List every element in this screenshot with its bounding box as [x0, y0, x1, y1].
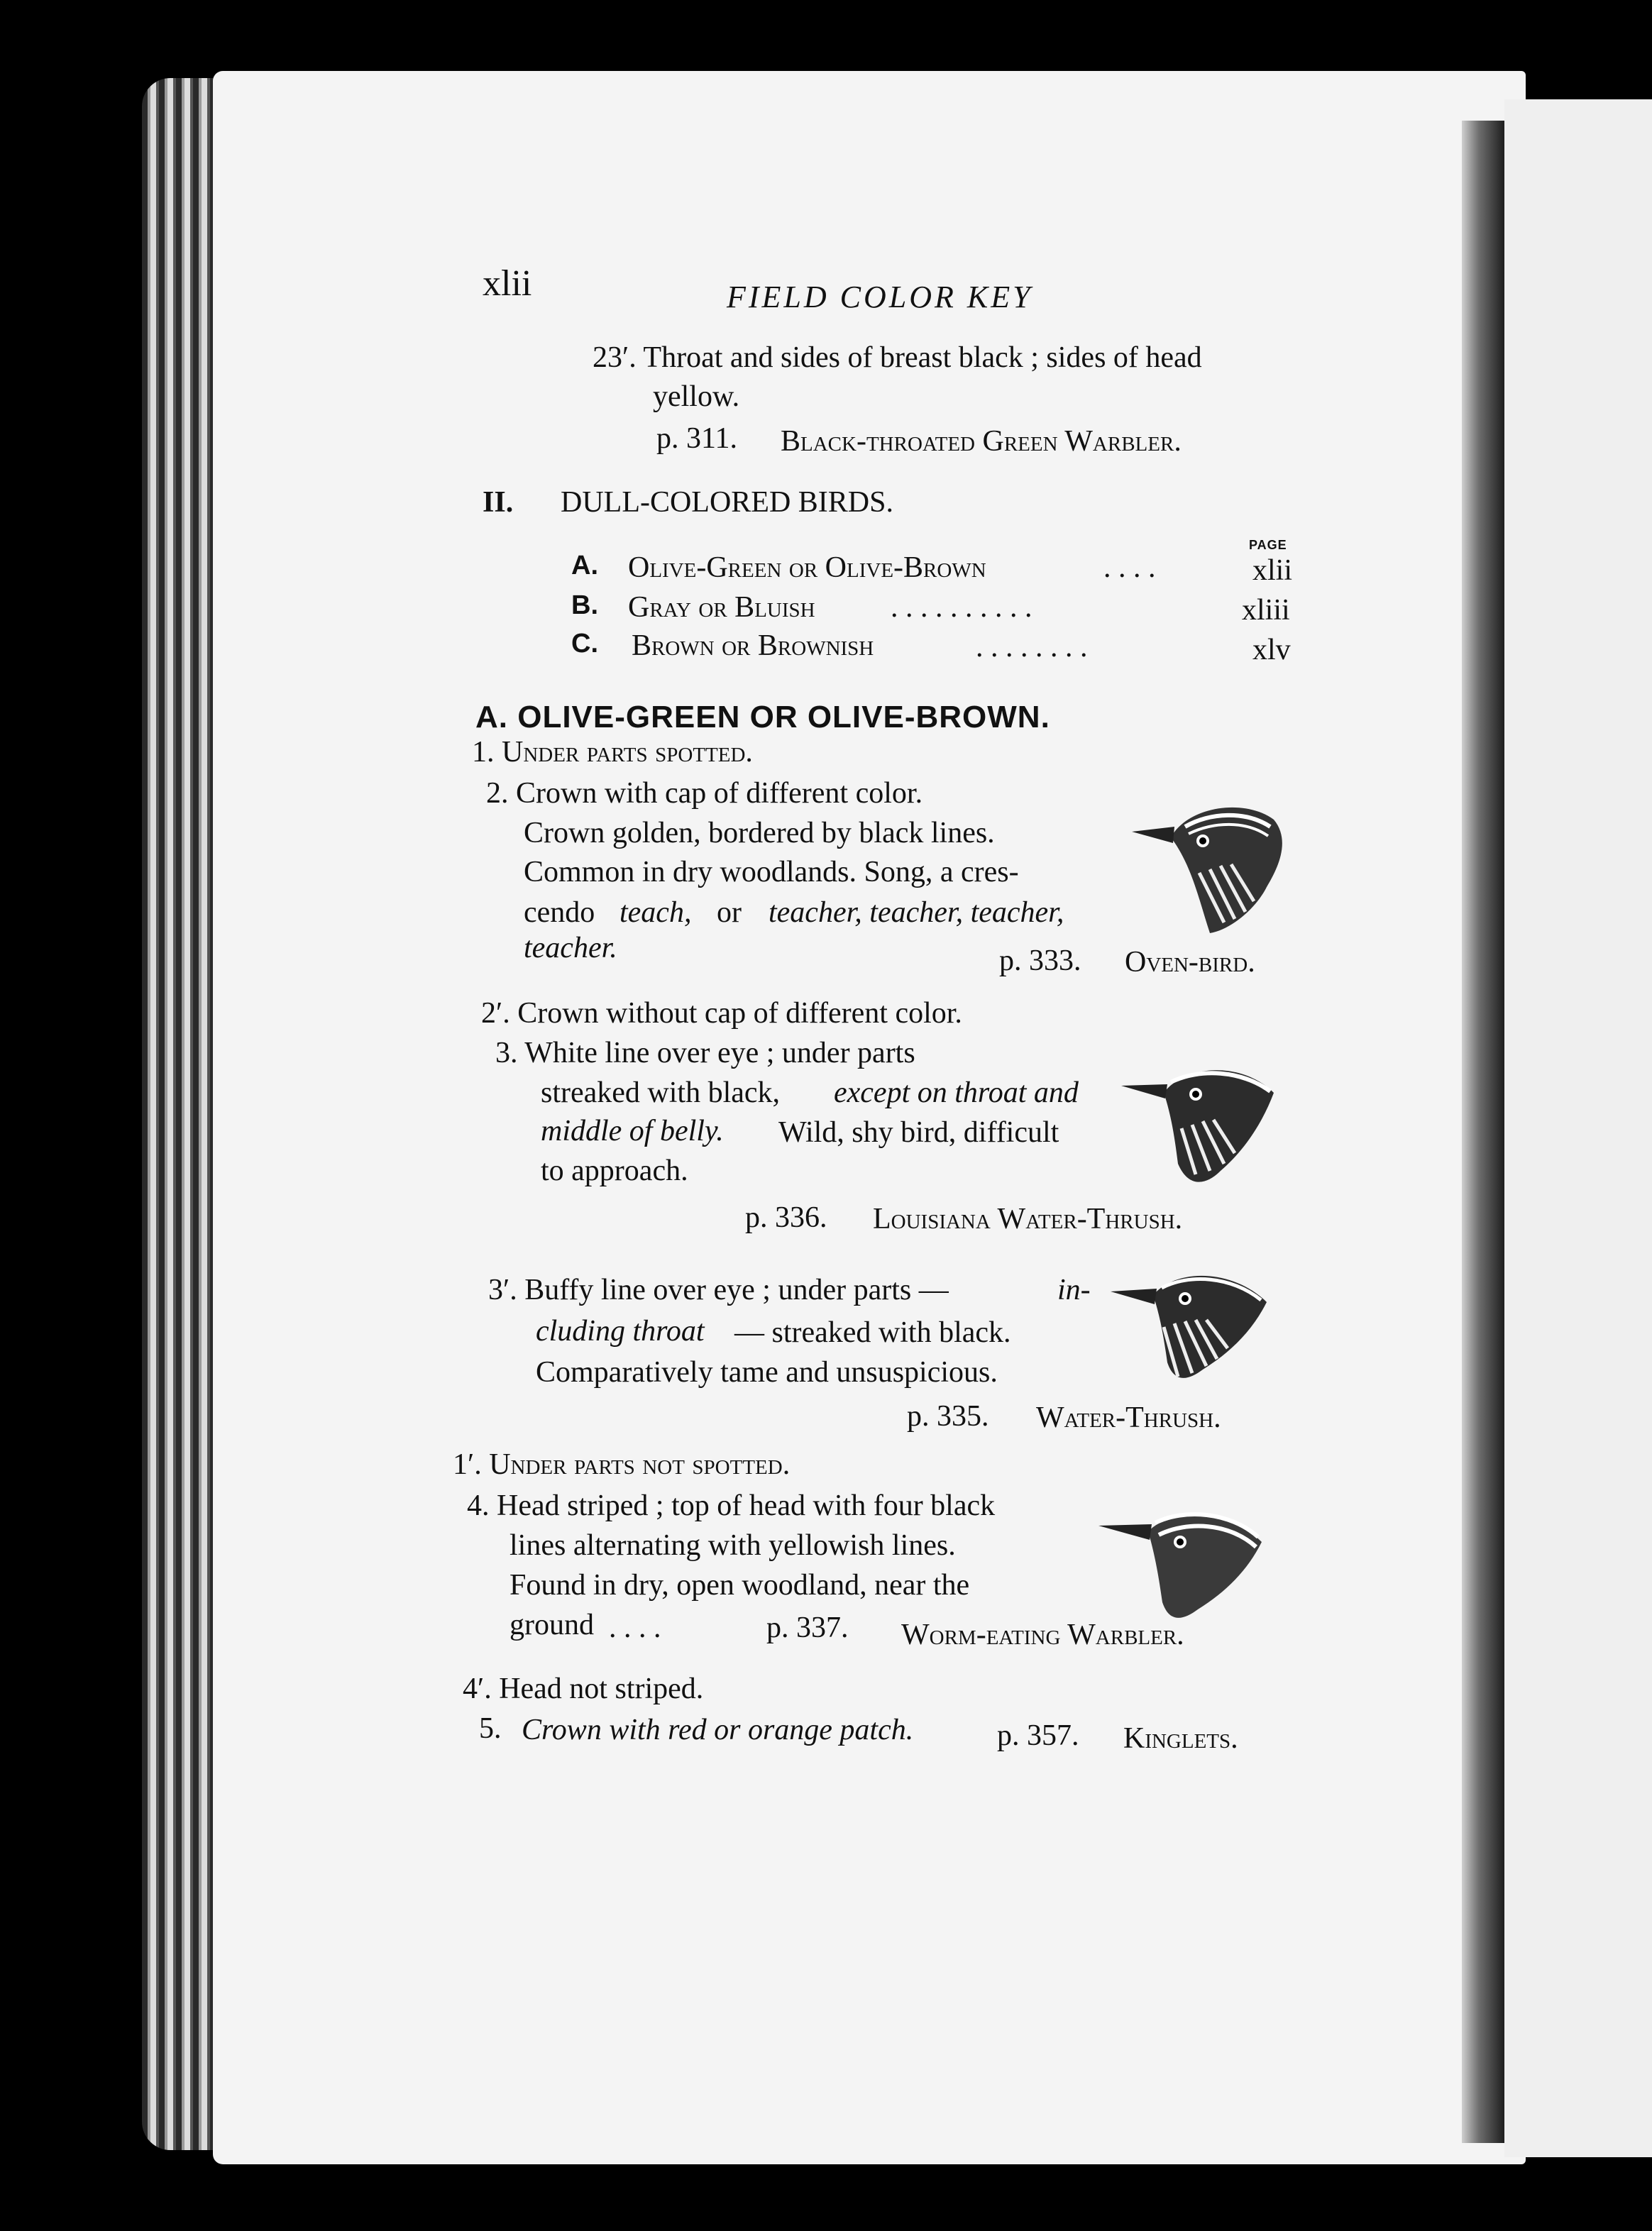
- key-4-line2: lines alternating with yellowish lines.: [510, 1529, 956, 1562]
- running-title: FIELD COLOR KEY: [727, 280, 1033, 314]
- contents-row-page: xliii: [1242, 594, 1290, 627]
- key-1: 1. Under parts spotted.: [472, 736, 753, 769]
- key-3-bird: Louisiana Water-Thrush.: [873, 1203, 1183, 1235]
- entry-23p-line2: yellow.: [653, 380, 740, 413]
- contents-row-letter: A.: [571, 551, 598, 580]
- contents-row-leader-dots: . . . .: [1103, 551, 1156, 584]
- key-3p-line2-a: cluding throat: [536, 1315, 705, 1348]
- key-3-line4: to approach.: [541, 1155, 688, 1187]
- key-5-text: Crown with red or orange patch.: [522, 1714, 914, 1746]
- key-4-page-ref: p. 337.: [766, 1612, 849, 1644]
- key-3p-line3: Comparatively tame and unsuspicious.: [536, 1356, 998, 1389]
- key-2: 2. Crown with cap of different color.: [486, 777, 923, 810]
- entry-23p-bird: Black-throated Green Warbler.: [781, 425, 1182, 458]
- subsection-heading: A. OLIVE-GREEN OR OLIVE-BROWN.: [475, 700, 1050, 734]
- key-4p: 4′. Head not striped.: [463, 1673, 704, 1705]
- key-3-page-ref: p. 336.: [745, 1201, 827, 1234]
- key-2-desc-line4: teacher.: [524, 932, 617, 964]
- contents-row-letter: C.: [571, 629, 598, 659]
- key-4-line3: Found in dry, open woodland, near the: [510, 1569, 970, 1602]
- book-gutter: [1462, 121, 1504, 2143]
- entry-23p-line1: 23′. Throat and sides of breast black ; sides of head: [593, 341, 1202, 374]
- waterthrush-head-icon: [1111, 1263, 1274, 1391]
- page-number: xlii: [483, 263, 532, 304]
- key-3-line3-a: middle of belly.: [541, 1115, 724, 1147]
- contents-row-label: Olive-Green or Olive-Brown: [628, 551, 986, 584]
- key-2p: 2′. Crown without cap of different color.: [481, 997, 962, 1030]
- key-3p-line2-b: — streaked with black.: [734, 1316, 1011, 1349]
- worm-eating-warbler-head-icon: [1098, 1503, 1272, 1631]
- key-2-desc-line3-d: teacher, teacher, teacher,: [769, 896, 1064, 929]
- contents-row-letter: B.: [571, 590, 598, 620]
- key-2-page-ref: p. 333.: [999, 944, 1081, 977]
- key-4-line4-a: ground: [510, 1609, 594, 1641]
- key-3p-line1-b: in-: [1057, 1274, 1091, 1306]
- key-2-bird: Oven-bird.: [1125, 946, 1255, 979]
- contents-row-leader-dots: . . . . . . . .: [976, 631, 1088, 663]
- key-2-desc-line3-b: teach,: [620, 896, 692, 929]
- key-2-desc-line3-a: cendo: [524, 896, 595, 929]
- key-4-line1: 4. Head striped ; top of head with four black: [467, 1489, 996, 1522]
- contents-row-leader-dots: . . . . . . . . . .: [891, 591, 1032, 624]
- key-2-desc-line3-c: or: [717, 896, 742, 929]
- section-number: II.: [483, 486, 514, 519]
- key-3-line1: 3. White line over eye ; under parts: [495, 1037, 915, 1069]
- key-3-line2-a: streaked with black,: [541, 1076, 781, 1109]
- ovenbird-head-icon: [1132, 788, 1292, 937]
- key-5-bird: Kinglets.: [1123, 1722, 1238, 1755]
- key-5-page-ref: p. 357.: [997, 1719, 1079, 1752]
- louisiana-waterthrush-head-icon: [1121, 1050, 1284, 1192]
- facing-page: [1504, 99, 1652, 2157]
- key-4-leader-dots: . . . .: [609, 1612, 661, 1644]
- entry-23p-page-ref: p. 311.: [656, 422, 737, 455]
- key-3p-page-ref: p. 335.: [907, 1400, 989, 1433]
- contents-row-page: xlv: [1252, 634, 1291, 666]
- key-3-line3-b: Wild, shy bird, difficult: [778, 1116, 1059, 1149]
- key-1p: 1′. Under parts not spotted.: [453, 1448, 791, 1481]
- contents-row-page: xlii: [1252, 554, 1293, 587]
- key-4-bird: Worm-eating Warbler.: [901, 1619, 1184, 1651]
- key-5-number: 5.: [479, 1712, 502, 1745]
- contents-row-label: Brown or Brownish: [632, 629, 874, 662]
- contents-row-label: Gray or Bluish: [628, 591, 815, 624]
- section-title: DULL-COLORED BIRDS.: [561, 486, 893, 519]
- key-3p-bird: Water-Thrush.: [1036, 1401, 1221, 1434]
- contents-page-column-label: PAGE: [1249, 538, 1287, 552]
- key-3p-line1-a: 3′. Buffy line over eye ; under parts —: [488, 1274, 949, 1306]
- key-2-desc-line1: Crown golden, bordered by black lines.: [524, 817, 995, 849]
- key-2-desc-line2: Common in dry woodlands. Song, a cres-: [524, 856, 1019, 888]
- key-3-line2-b: except on throat and: [834, 1076, 1079, 1109]
